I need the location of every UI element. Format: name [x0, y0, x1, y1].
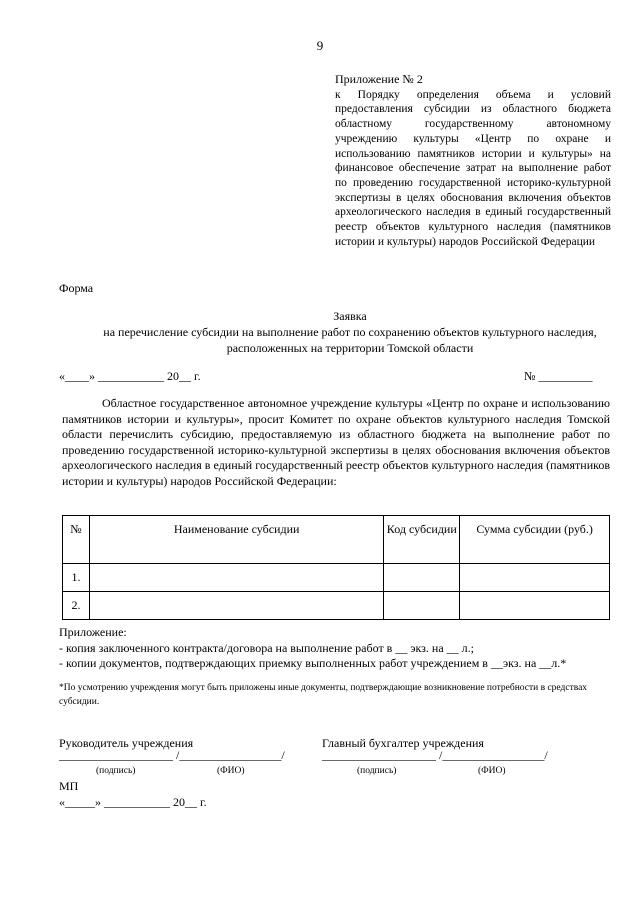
attachments-title: Приложение:: [59, 625, 127, 639]
accountant-signature-line: ___________________ /_________________/: [322, 748, 548, 762]
table-header-name: Наименование субсидии: [89, 516, 383, 564]
seal-label: МП: [59, 779, 79, 793]
request-body-text: Областное государственное автономное учреждение культуры «Центр по охране и использованию памятников истории и культуры», просит Комитет по охране объектов культурного наследия Томской области перечислить субсидию, предоставляемую из областного бюджета на выполнение работ по проведению государственной историко-культурной экспертизы в целях обоснования включения объектов археологического наследия в единый государственный реестр объектов культурного наследия (памятников истории и культуры) народов Российской Федерации:: [62, 396, 610, 488]
table-header-number: №: [63, 516, 90, 564]
table-cell-number: 1.: [63, 564, 90, 592]
table-row: [63, 592, 610, 620]
attachments-list: [59, 625, 566, 672]
table-cell-code: [384, 564, 460, 592]
appendix-text: к Порядку определения объема и условий предоставления субсидии из областного бюджета областному государственному автономному учреждению культуры «Центр по охране и использованию памятников истории и культуры» на финансовое обеспечение затрат на выполнение работ по проведению государственной историко-культурной экспертизы в целях обоснования включения объектов археологического наследия в единый государственный реестр объектов культурного наследия (памятников истории и культуры) народов Российской Федерации: [335, 88, 611, 248]
subsidy-table: [62, 515, 610, 620]
document-subtitle: на перечисление субсидии на выполнение работ по сохранению объектов культурного наследия, расположенных на территории Томской области: [103, 325, 597, 355]
attachment-item: - копии документов, подтверждающих приемку выполненных работ учреждением в __экз. на __л.*: [59, 656, 567, 670]
accountant-name-caption: (ФИО): [478, 766, 506, 776]
head-signature-line: ___________________ /_________________/: [59, 748, 285, 762]
table-cell-code: [384, 592, 460, 620]
form-label: Форма: [59, 281, 94, 295]
page-number: 9: [316, 38, 324, 53]
signature-date-line: «_____» ___________ 20__ г.: [59, 795, 207, 809]
head-name-caption: (ФИО): [217, 766, 245, 776]
table-row: [63, 564, 610, 592]
date-line: «____» ___________ 20__ г.: [59, 369, 201, 383]
table-cell-name: [89, 564, 383, 592]
footnote: *По усмотрению учреждения могут быть приложены иные документы, подтверждающие возникновение потребности в средствах субсидии.: [59, 683, 588, 707]
attachment-item: - копия заключенного контракта/договора на выполнение работ в __ экз. на __ л.;: [59, 640, 474, 655]
head-label: Руководитель учреждения: [59, 736, 194, 750]
accountant-signature-caption: (подпись): [357, 766, 397, 776]
table-header-code: Код субсидии: [384, 516, 460, 564]
head-signature-caption: (подпись): [96, 766, 136, 776]
appendix-title: Приложение № 2: [335, 72, 423, 86]
table-cell-name: [89, 592, 383, 620]
appendix-header: [335, 72, 611, 249]
table-cell-sum: [460, 592, 610, 620]
table-cell-sum: [460, 564, 610, 592]
document-title: Заявка: [333, 309, 367, 323]
number-line: № _________: [524, 369, 593, 383]
table-header-sum: Сумма субсидии (руб.): [460, 516, 610, 564]
table-cell-number: 2.: [63, 592, 90, 620]
table-header-row: [63, 516, 610, 564]
accountant-label: Главный бухгалтер учреждения: [322, 736, 484, 750]
